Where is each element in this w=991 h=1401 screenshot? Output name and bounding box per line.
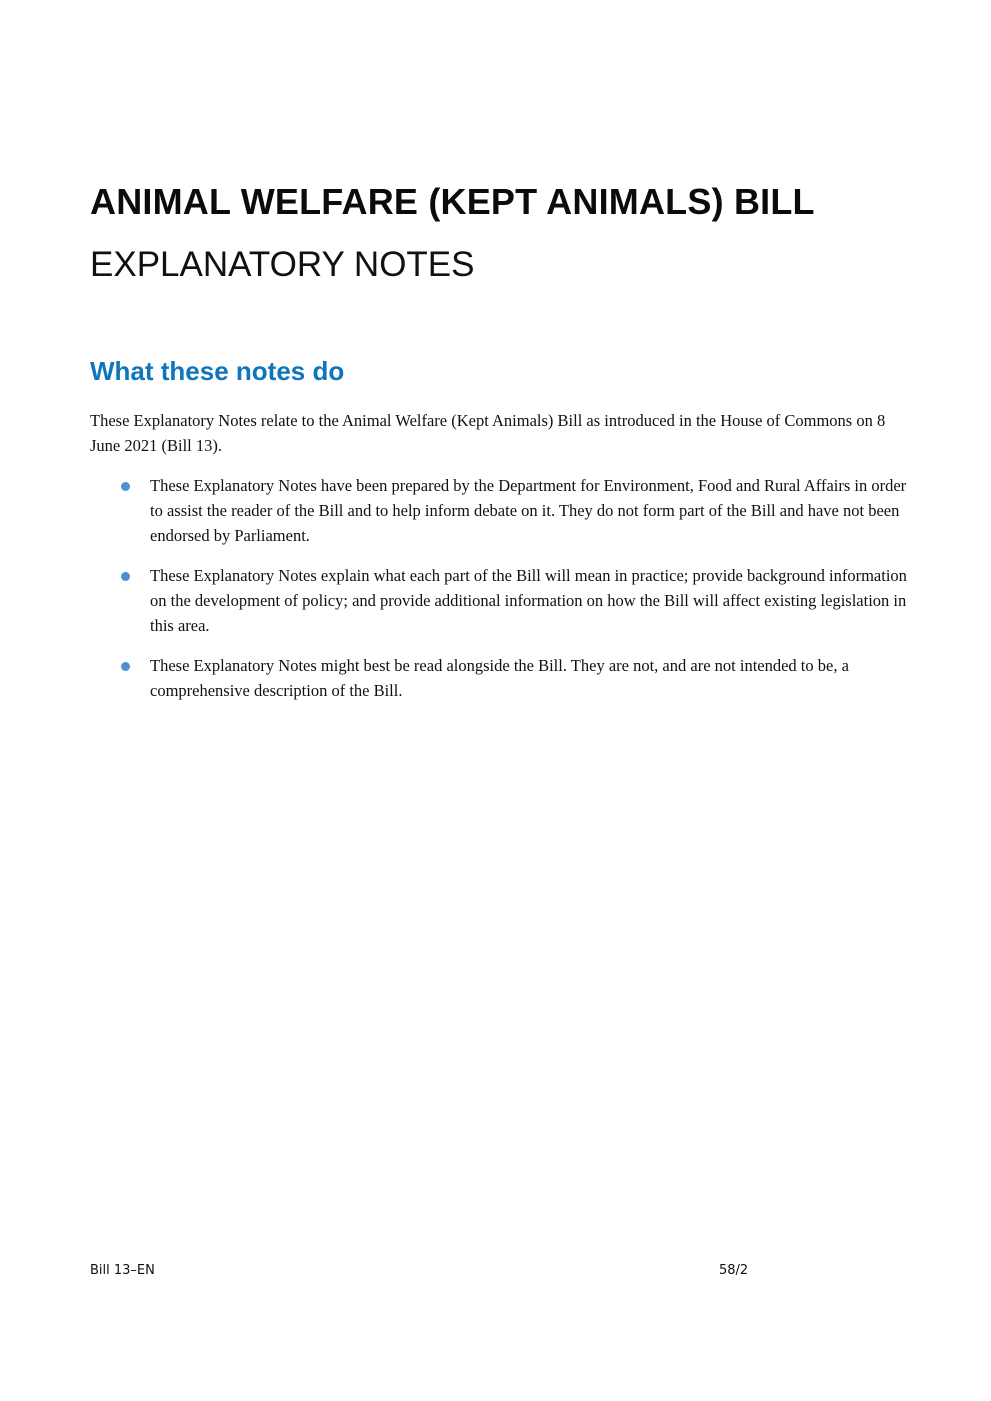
document-title: ANIMAL WELFARE (KEPT ANIMALS) BILL — [90, 181, 815, 222]
bullet-dot-icon — [121, 572, 130, 581]
bullet-item — [90, 653, 910, 703]
bullet-dot-icon — [121, 662, 130, 671]
bullet-list — [90, 473, 910, 718]
bullet-item — [90, 473, 910, 548]
bullet-dot-icon — [121, 482, 130, 491]
bullet-text: These Explanatory Notes have been prepared by the Department for Environment, Food and Rural Affairs in order to assist the reader of the Bill and to help inform debate on it. They do not form part of the Bill and have not been endorsed by Parliament. — [150, 476, 907, 545]
bullet-item — [90, 563, 910, 638]
footer-page-code: 58/2 — [719, 1263, 749, 1278]
document-subtitle: EXPLANATORY NOTES — [90, 245, 475, 284]
intro-paragraph: These Explanatory Notes relate to the Animal Welfare (Kept Animals) Bill as introduced in the House of Commons on 8 June 2021 (Bill 13). — [90, 411, 886, 455]
footer-bill-number: Bill 13–EN — [90, 1263, 155, 1278]
section-heading: What these notes do — [90, 356, 345, 386]
bullet-text: These Explanatory Notes might best be read alongside the Bill. They are not, and are not intended to be, a comprehensive description of the Bill. — [150, 656, 849, 700]
bullet-text: These Explanatory Notes explain what each part of the Bill will mean in practice; provide background information on the development of policy; and provide additional information on how the Bill will affect existing legislation in this area. — [150, 566, 907, 635]
